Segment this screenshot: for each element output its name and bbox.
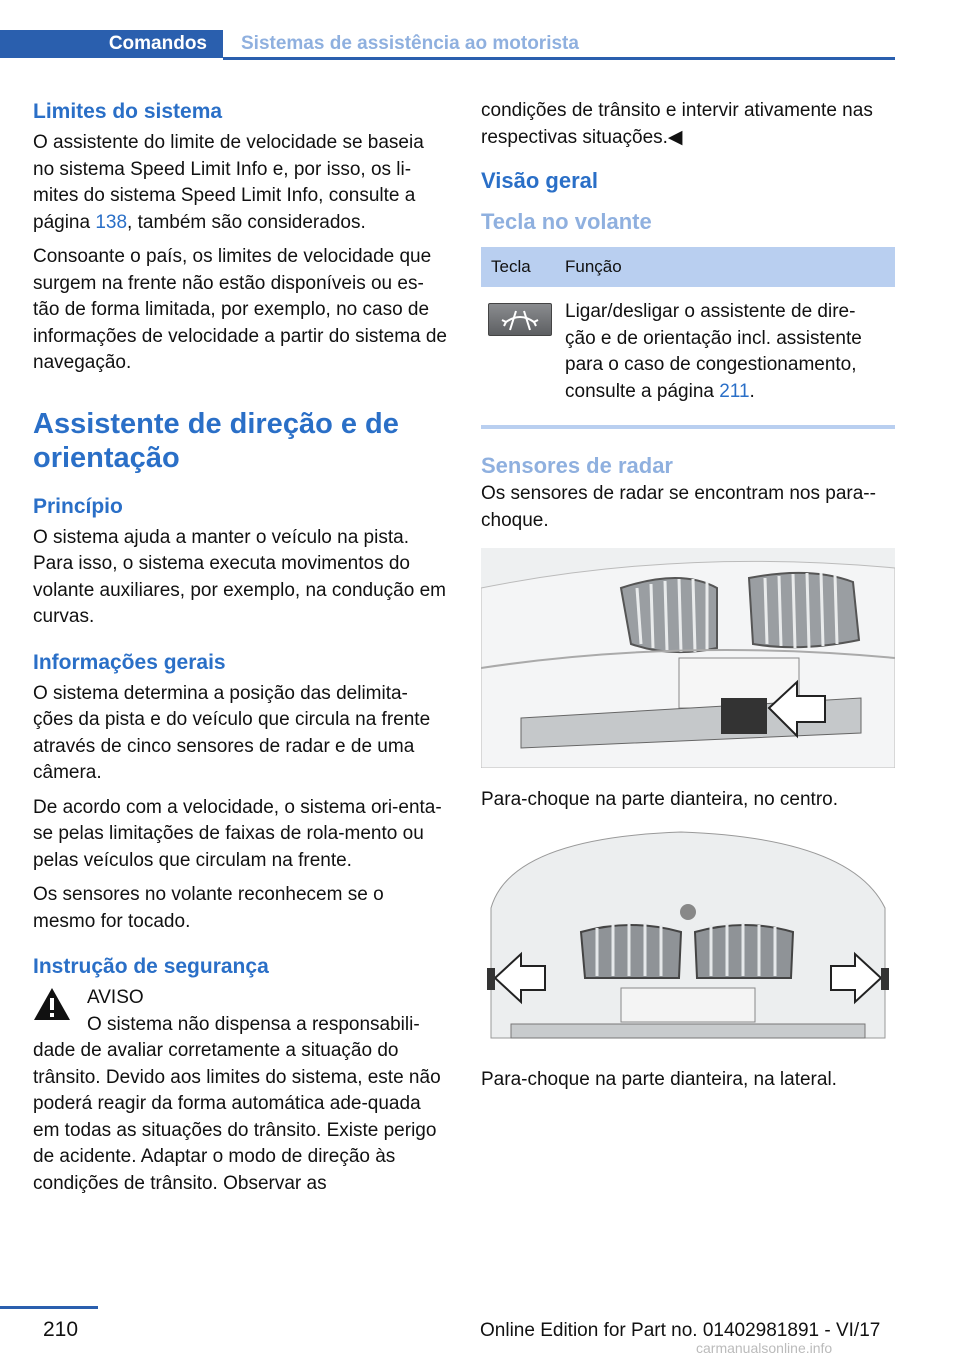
table-bottom-rule <box>481 425 895 429</box>
key-heading: Tecla no volante <box>481 209 652 234</box>
general-paragraph-1: O sistema determina a posição das delimita‐ções da pista e do veículo que circula na frente através de cinco sensores de radar e de uma câmera. <box>33 682 431 783</box>
edition-info: Online Edition for Part no. 01402981891 - VI/17 <box>480 1320 881 1341</box>
safety-heading: Instrução de segurança <box>33 955 269 978</box>
table-row <box>481 287 895 419</box>
main-heading: Assistente de direção e de orientação <box>33 407 399 474</box>
page-link-211[interactable]: 211 <box>719 380 750 402</box>
radar-heading: Sensores de radar <box>481 453 673 478</box>
general-paragraph-3: Os sensores no volante reconhecem se o mesmo for tocado. <box>33 884 384 932</box>
chapter-tab[interactable]: Comandos <box>0 30 223 58</box>
page-link-138[interactable]: 138 <box>95 211 128 233</box>
lane-assist-icon <box>498 308 542 332</box>
right-column <box>481 98 895 1093</box>
principle-heading: Princípio <box>33 494 123 518</box>
footer-rule <box>0 1306 98 1309</box>
bumper-center-illustration <box>481 548 895 768</box>
bumper-center-image <box>481 548 895 773</box>
col-key-header: Tecla <box>491 257 531 276</box>
limits-paragraph-1: O assistente do limite de velocidade se baseia no sistema Speed Limit Info e, por isso, os li‐mites do sistema Speed Limit Info, consulte a página 138, também são considerados. <box>33 132 424 233</box>
left-column <box>33 98 447 1197</box>
warning-first-line: O sistema não dispensa a responsabili‐ <box>87 1013 420 1035</box>
caption-center: Para-choque na parte dianteira, no centro. <box>481 789 839 810</box>
caption-side: Para-choque na parte dianteira, na lateral. <box>481 1068 837 1090</box>
overview-heading: Visão geral <box>481 168 598 193</box>
steering-assist-button-icon <box>488 303 552 336</box>
page-number: 210 <box>43 1318 79 1341</box>
warning-text: dade de avaliar corretamente a situação do trânsito. Devido aos limites do sistema, este não poderá reagir da forma automática ade‐quada em todas as situações do trânsito. Existe perigo de acidente. Adaptar o modo de direção às condições de trânsito. Observar as <box>33 1040 441 1194</box>
section-subtitle[interactable]: Sistemas de assistência ao motorista <box>241 33 579 54</box>
col-function-header: Função <box>565 257 622 276</box>
header-rule <box>223 57 895 60</box>
table-header <box>481 247 895 287</box>
general-info-heading: Informações gerais <box>33 650 226 674</box>
watermark: carmanualsonline.info <box>696 1340 833 1356</box>
principle-paragraph: O sistema ajuda a manter o veículo na pista. Para isso, o sistema executa movimentos do volante auxiliares, por exemplo, na condução em curvas. <box>33 526 446 627</box>
limits-heading: Limites do sistema <box>33 100 223 123</box>
bumper-side-illustration <box>481 828 895 1048</box>
bumper-side-image <box>481 828 895 1053</box>
warning-label: AVISO <box>87 987 144 1008</box>
general-paragraph-2: De acordo com a velocidade, o sistema ori‐enta-se pelas limitações de faixas de rola‐mento ou pelas veículos que circulam na frente. <box>33 796 442 871</box>
function-cell: Ligar/desligar o assistente de dire‐ção e de orientação incl. assistente para o caso de congestionamento, consulte a página 211. <box>565 301 862 402</box>
limits-paragraph-2: Consoante o país, os limites de velocidade que surgem na frente não estão disponíveis ou es‐tão de forma limitada, por exemplo, no caso de informações de velocidade a partir do sistema de navegação. <box>33 246 448 373</box>
warning-triangle-icon <box>33 987 71 1021</box>
warning-block <box>33 985 447 1038</box>
continued-paragraph: condições de trânsito e intervir ativamente nas respectivas situações.◀ <box>481 100 873 148</box>
key-table <box>481 247 895 419</box>
radar-paragraph: Os sensores de radar se encontram nos para-‐choque. <box>481 483 876 531</box>
page-header <box>0 30 895 58</box>
